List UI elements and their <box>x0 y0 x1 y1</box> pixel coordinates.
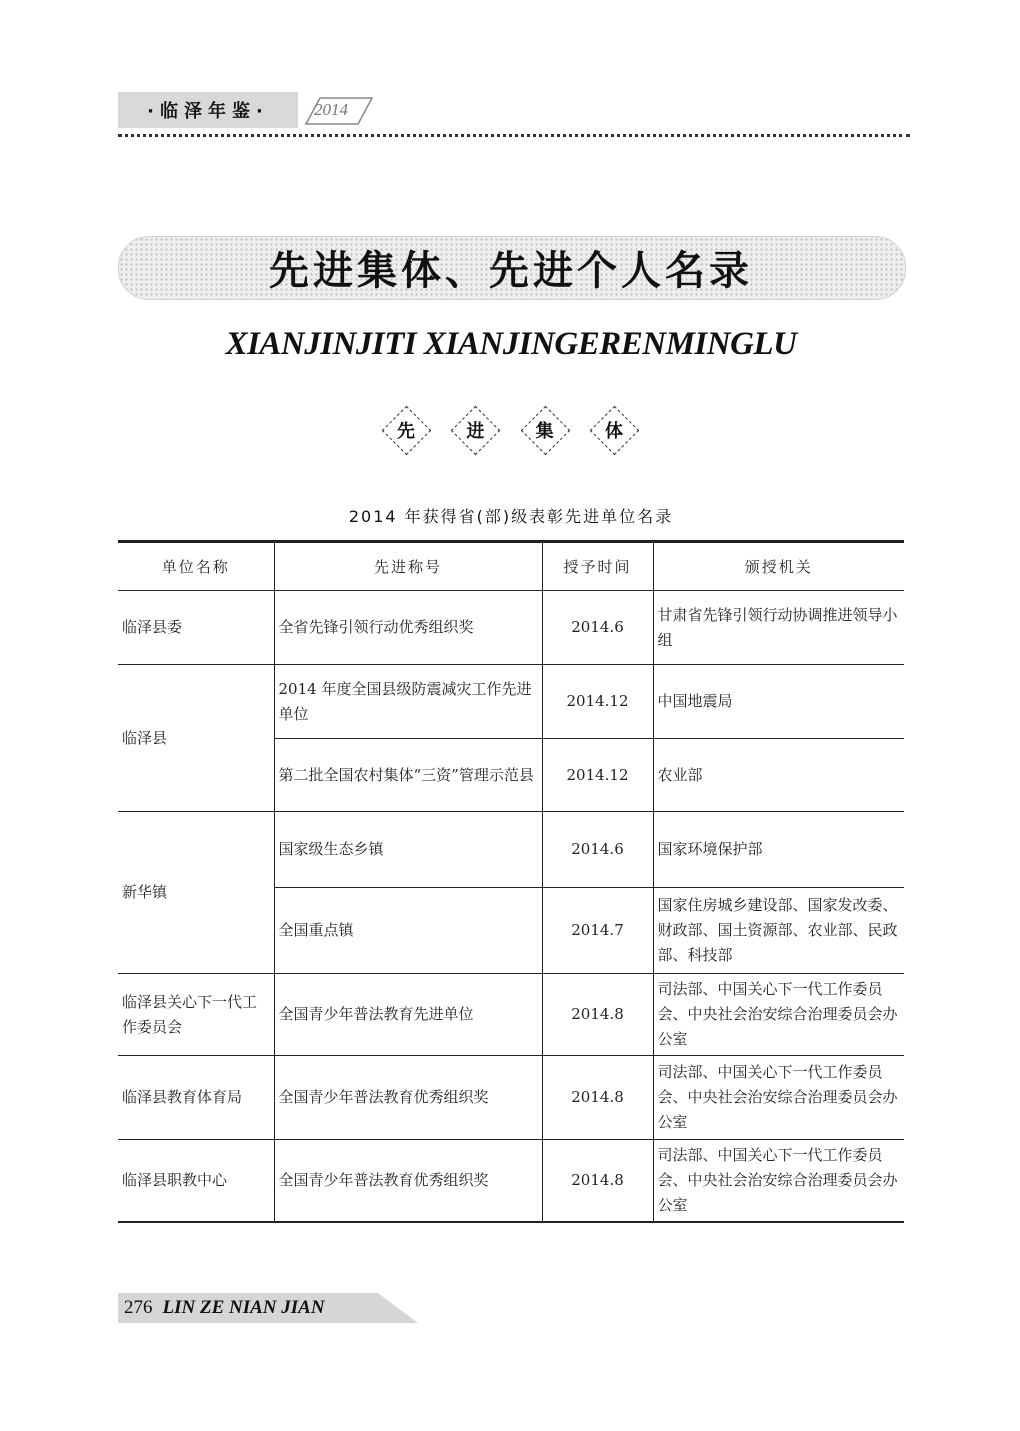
cell-authority: 司法部、中国关心下一代工作委员会、中央社会治安综合治理委员会办公室 <box>653 974 904 1056</box>
cell-unit: 临泽县委 <box>118 591 274 665</box>
cell-unit: 临泽县 <box>118 665 274 812</box>
running-header: ·临泽年鉴· <box>118 92 298 128</box>
cell-unit: 新华镇 <box>118 812 274 974</box>
page-title: 先进集体、先进个人名录 <box>269 246 753 294</box>
column-header-date: 授予时间 <box>542 542 653 591</box>
award-table <box>118 540 904 1223</box>
cell-date: 2014.6 <box>542 812 653 888</box>
cell-honor: 全国青少年普法教育先进单位 <box>274 974 542 1056</box>
cell-date: 2014.7 <box>542 888 653 974</box>
year-badge <box>300 96 374 126</box>
page-number: 276 <box>124 1297 153 1318</box>
table-row <box>118 1056 904 1140</box>
cell-honor: 国家级生态乡镇 <box>274 812 542 888</box>
table-header-row <box>118 542 904 591</box>
section-heading-char: 进 <box>449 404 501 456</box>
cell-authority: 中国地震局 <box>653 665 904 739</box>
cell-date: 2014.6 <box>542 591 653 665</box>
cell-date: 2014.12 <box>542 665 653 739</box>
section-heading-char: 体 <box>588 404 640 456</box>
section-heading <box>380 404 640 456</box>
table-row <box>118 591 904 665</box>
header-year: 2014 <box>314 100 348 119</box>
cell-authority: 农业部 <box>653 739 904 812</box>
table-row <box>118 974 904 1056</box>
table-row <box>118 812 904 888</box>
page-title-pinyin: XIANJINJITI XIANJINGERENMINGLU <box>225 326 797 362</box>
column-header-honor: 先进称号 <box>274 542 542 591</box>
section-heading-char: 集 <box>519 404 571 456</box>
column-header-unit: 单位名称 <box>118 542 274 591</box>
footer-running-title: LIN ZE NIAN JIAN <box>162 1297 325 1318</box>
cell-honor: 全省先锋引领行动优秀组织奖 <box>274 591 542 665</box>
table-caption: 2014 年获得省(部)级表彰先进单位名录 <box>348 507 674 526</box>
cell-unit: 临泽县教育体育局 <box>118 1056 274 1140</box>
cell-date: 2014.8 <box>542 1140 653 1223</box>
page-footer <box>124 1297 325 1319</box>
cell-date: 2014.8 <box>542 974 653 1056</box>
cell-authority: 司法部、中国关心下一代工作委员会、中央社会治安综合治理委员会办公室 <box>653 1140 904 1223</box>
table-row <box>118 665 904 739</box>
cell-unit: 临泽县职教中心 <box>118 1140 274 1223</box>
cell-honor: 全国重点镇 <box>274 888 542 974</box>
section-heading-char: 先 <box>380 404 432 456</box>
cell-date: 2014.12 <box>542 739 653 812</box>
cell-honor: 全国青少年普法教育优秀组织奖 <box>274 1056 542 1140</box>
cell-unit: 临泽县关心下一代工作委员会 <box>118 974 274 1056</box>
table-row <box>118 1140 904 1223</box>
cell-honor: 全国青少年普法教育优秀组织奖 <box>274 1140 542 1223</box>
cell-authority: 国家住房城乡建设部、国家发改委、财政部、国土资源部、农业部、民政部、科技部 <box>653 888 904 974</box>
cell-authority: 甘肃省先锋引领行动协调推进领导小组 <box>653 591 904 665</box>
cell-honor: 2014 年度全国县级防震减灾工作先进单位 <box>274 665 542 739</box>
column-header-authority: 颁授机关 <box>653 542 904 591</box>
header-divider <box>118 134 910 137</box>
cell-date: 2014.8 <box>542 1056 653 1140</box>
cell-authority: 司法部、中国关心下一代工作委员会、中央社会治安综合治理委员会办公室 <box>653 1056 904 1140</box>
cell-authority: 国家环境保护部 <box>653 812 904 888</box>
cell-honor: 第二批全国农村集体“三资”管理示范县 <box>274 739 542 812</box>
